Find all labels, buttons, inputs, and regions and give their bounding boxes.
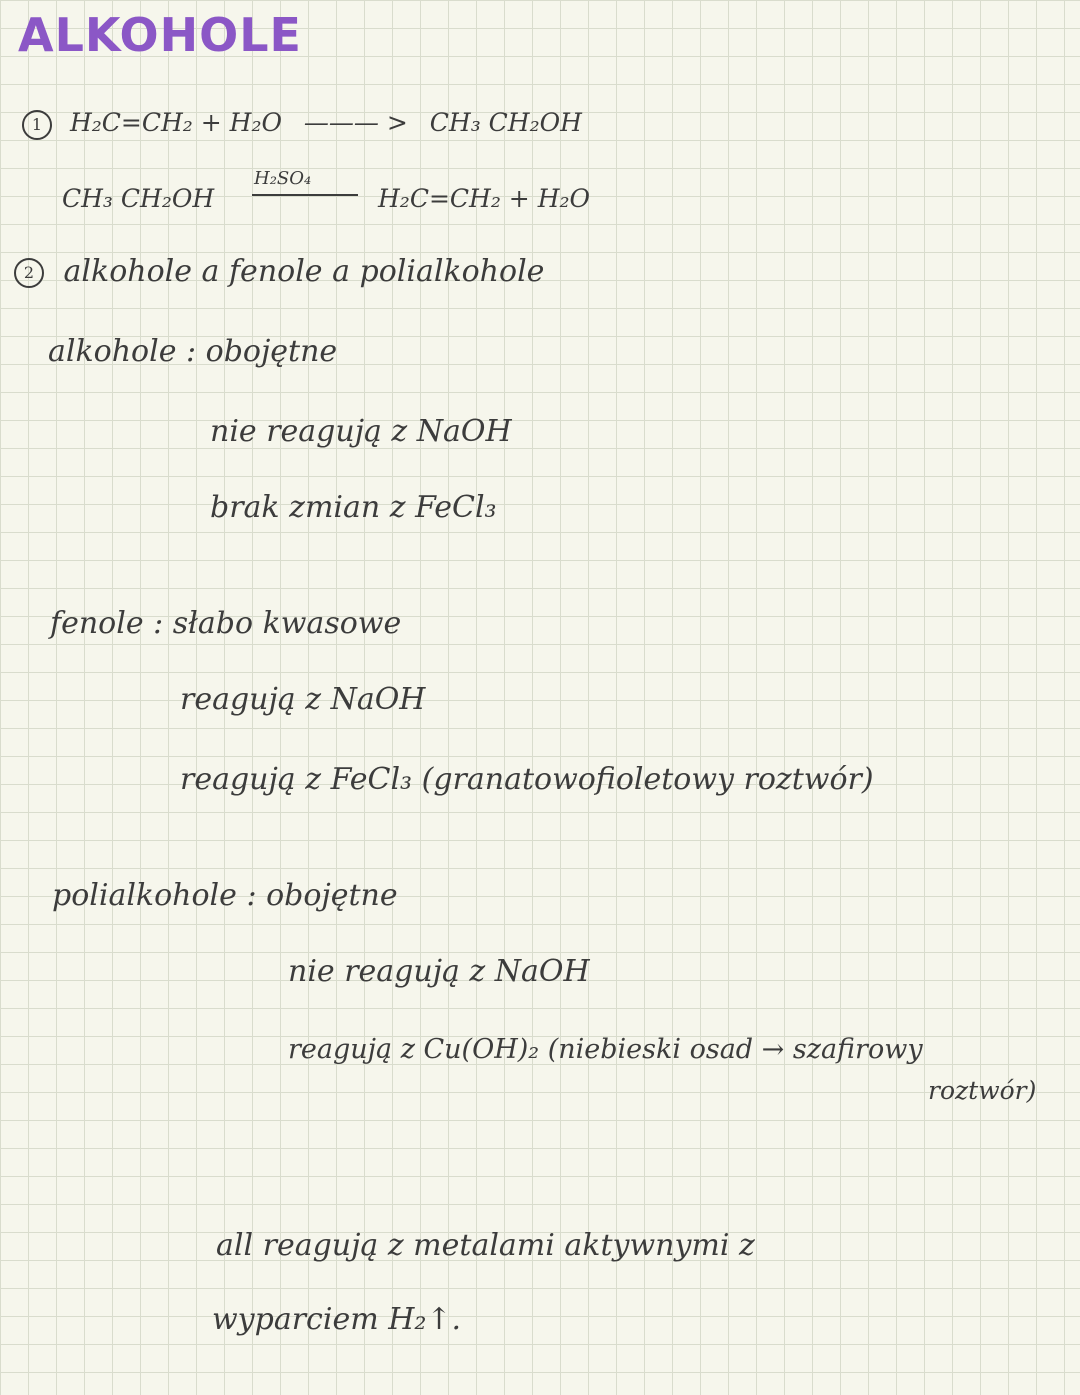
alkohole-heading: alkohole : obojętne [48, 334, 338, 369]
point-1-marker: 1 [22, 110, 52, 140]
polialkohole-heading: polialkohole : obojętne [52, 878, 398, 913]
fenole-line-2: reagują z FeCl₃ (granatowofioletowy roztwór) [180, 762, 874, 797]
polialkohole-line-2: reagują z Cu(OH)₂ (niebieski osad → szafirowy [288, 1034, 923, 1065]
reaction-arrow [252, 194, 358, 196]
reaction-2-catalyst: H₂SO₄ [254, 168, 312, 189]
reaction-1-rhs: CH₃ CH₂OH [429, 108, 582, 137]
reaction-2-rhs: H₂C=CH₂ + H₂O [378, 184, 591, 213]
polialkohole-line-3: roztwór) [928, 1076, 1037, 1105]
reaction-1-lhs: H₂C=CH₂ + H₂O [69, 108, 282, 137]
page-title: ALKOHOLE [18, 8, 302, 62]
reaction-1-arrow: ——— > [303, 108, 408, 137]
fenole-heading: fenole : słabo kwasowe [50, 606, 402, 641]
point-2-marker: 2 [14, 258, 44, 288]
fenole-line-1: reagują z NaOH [180, 682, 426, 717]
reaction-2-lhs: CH₃ CH₂OH [62, 184, 215, 213]
alkohole-line-2: brak zmian z FeCl₃ [210, 490, 497, 525]
compare-text: alkohole a fenole a polialkohole [63, 254, 545, 289]
compare-heading [14, 254, 544, 289]
polialkohole-line-1: nie reagują z NaOH [288, 954, 590, 989]
all-line-2: wyparciem H₂↑. [212, 1302, 462, 1337]
alkohole-line-1: nie reagują z NaOH [210, 414, 512, 449]
all-line-1: all reagują z metalami aktywnymi z [216, 1228, 755, 1263]
reaction-1 [22, 108, 582, 140]
